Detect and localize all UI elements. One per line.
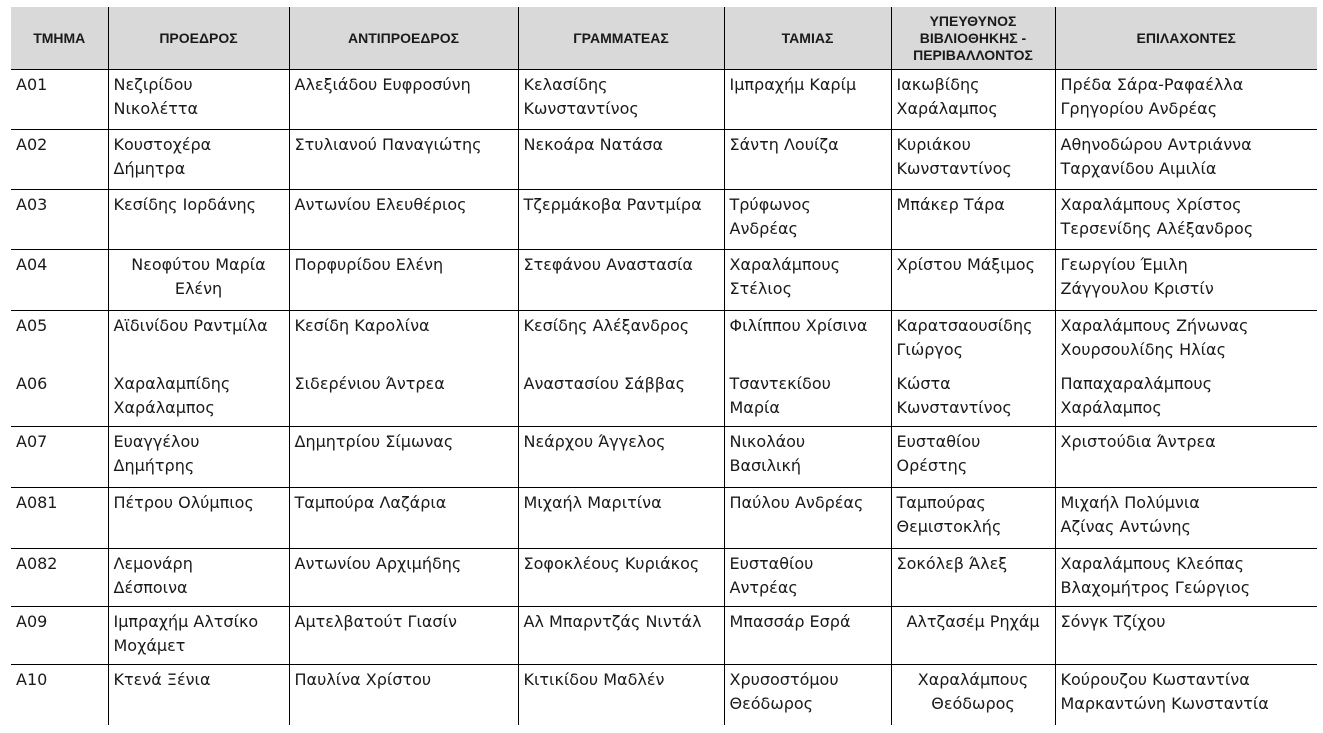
cell-treasurer: Ευσταθίου Αντρέας <box>724 549 891 607</box>
cell-vice-president: Πορφυρίδου Ελένη <box>289 250 518 311</box>
cell-library-environment: Κώστα Κωνσταντίνος <box>891 369 1055 427</box>
cell-vice-president: Αντωνίου Αρχιμήδης <box>289 549 518 607</box>
header-secretary: ΓΡΑΜΜΑΤΕΑΣ <box>518 7 724 70</box>
cell-secretary: Μιχαήλ Μαριτίνα <box>518 488 724 549</box>
cell-secretary: Κεσίδης Αλέξανδρος <box>518 311 724 369</box>
cell-vice-president: Σιδερένιου Άντρεα <box>289 369 518 427</box>
table-row <box>11 607 1317 665</box>
header-row <box>11 7 1317 70</box>
cell-vice-president: Στυλιανού Παναγιώτης <box>289 130 518 190</box>
cell-library-environment: Ευσταθίου Ορέστης <box>891 427 1055 488</box>
cell-treasurer: Χρυσοστόμου Θεόδωρος <box>724 665 891 725</box>
cell-treasurer: Τρύφωνος Ανδρέας <box>724 190 891 250</box>
table-row <box>11 70 1317 130</box>
cell-vice-president: Αμτελβατούτ Γιασίν <box>289 607 518 665</box>
header-president: ΠΡΟΕΔΡΟΣ <box>108 7 289 70</box>
class-council-table <box>11 7 1317 725</box>
cell-secretary: Στεφάνου Αναστασία <box>518 250 724 311</box>
cell-library-environment: Ιακωβίδης Χαράλαμπος <box>891 70 1055 130</box>
cell-class: Α04 <box>11 250 108 311</box>
table-row <box>11 549 1317 607</box>
cell-secretary: Αλ Μπαρντζάς Νιντάλ <box>518 607 724 665</box>
cell-secretary: Τζερμάκοβα Ραντμίρα <box>518 190 724 250</box>
cell-alternates: Πρέδα Σάρα-Ραφαέλλα Γρηγορίου Ανδρέας <box>1055 70 1317 130</box>
cell-class: Α06 <box>11 369 108 427</box>
cell-president: Πέτρου Ολύμπιος <box>108 488 289 549</box>
cell-treasurer: Ιμπραχήμ Καρίμ <box>724 70 891 130</box>
cell-library-environment: Μπάκερ Τάρα <box>891 190 1055 250</box>
cell-alternates: Χριστούδια Άντρεα <box>1055 427 1317 488</box>
cell-vice-president: Αλεξιάδου Ευφροσύνη <box>289 70 518 130</box>
cell-class: Α01 <box>11 70 108 130</box>
cell-library-environment: Σοκόλεβ Άλεξ <box>891 549 1055 607</box>
cell-secretary: Σοφοκλέους Κυριάκος <box>518 549 724 607</box>
table-row <box>11 250 1317 311</box>
cell-class: Α05 <box>16 316 48 335</box>
cell-president: Νεοφύτου Μαρία Ελένη <box>108 250 289 311</box>
cell-president: Ευαγγέλου Δημήτρης <box>108 427 289 488</box>
cell-library-environment: Αλτζασέμ Ρηχάμ <box>891 607 1055 665</box>
cell-class: Α10 <box>16 670 48 689</box>
table-row <box>11 665 1317 725</box>
cell-secretary: Νεκοάρα Νατάσα <box>518 130 724 190</box>
table-row <box>11 190 1317 250</box>
cell-library-environment: Καρατσαουσίδης Γιώργος <box>891 311 1055 369</box>
cell-vice-president: Δημητρίου Σίμωνας <box>289 427 518 488</box>
cell-treasurer: Νικολάου Βασιλική <box>724 427 891 488</box>
cell-class: Α02 <box>11 130 108 190</box>
cell-treasurer: Σάντη Λουίζα <box>724 130 891 190</box>
cell-president: Λεμονάρη Δέσποινα <box>108 549 289 607</box>
header-alternates: ΕΠΙΛΑΧΟΝΤΕΣ <box>1055 7 1317 70</box>
cell-class: Α09 <box>11 607 108 665</box>
cell-class: Α082 <box>11 549 108 607</box>
cell-class: Α081 <box>11 488 108 549</box>
cell-treasurer: Παύλου Ανδρέας <box>724 488 891 549</box>
cell-alternates: Σόνγκ Τζίχου <box>1055 607 1317 665</box>
table-body <box>11 70 1317 725</box>
cell-secretary: Κιτικίδου Μαδλέν <box>518 665 724 725</box>
cell-class: Α03 <box>11 190 108 250</box>
cell-alternates: Χαραλάμπους Χρίστος Τερσενίδης Αλέξανδρος <box>1055 190 1317 250</box>
cell-class: Α07 <box>11 427 108 488</box>
cell-treasurer: Μπασσάρ Εσρά <box>724 607 891 665</box>
cell-library-environment: Χαραλάμπους Θεόδωρος <box>891 665 1055 725</box>
cell-alternates: Κούρουζου Κωσταντίνα Μαρκαντώνη Κωνσταντία <box>1055 665 1317 725</box>
header-vice-president: ΑΝΤΙΠΡΟΕΔΡΟΣ <box>289 7 518 70</box>
table-row <box>11 488 1317 549</box>
table-row <box>11 311 1317 369</box>
cell-vice-president: Παυλίνα Χρίστου <box>289 665 518 725</box>
cell-secretary: Νεάρχου Άγγελος <box>518 427 724 488</box>
cell-library-environment: Χρίστου Μάξιμος <box>891 250 1055 311</box>
cell-president: Κουστοχέρα Δήμητρα <box>108 130 289 190</box>
table-row <box>11 130 1317 190</box>
cell-treasurer: Χαραλάμπους Στέλιος <box>724 250 891 311</box>
cell-vice-president: Κεσίδη Καρολίνα <box>289 311 518 369</box>
cell-president: Αϊδινίδου Ραντμίλα <box>108 311 289 369</box>
cell-president: Ιμπραχήμ Αλτσίκο Μοχάμετ <box>108 607 289 665</box>
cell-library-environment: Ταμπούρας Θεμιστοκλής <box>891 488 1055 549</box>
cell-library-environment: Κυριάκου Κωνσταντίνος <box>891 130 1055 190</box>
header-treasurer: ΤΑΜΙΑΣ <box>724 7 891 70</box>
cell-vice-president: Αντωνίου Ελευθέριος <box>289 190 518 250</box>
table-header <box>11 7 1317 70</box>
header-class: ΤΜΗΜΑ <box>11 7 108 70</box>
cell-alternates: Χαραλάμπους Κλεόπας Βλαχομήτρος Γεώργιος <box>1055 549 1317 607</box>
cell-alternates: Μιχαήλ Πολύμνια Αζίνας Αντώνης <box>1055 488 1317 549</box>
cell-president: Νεζιρίδου Νικολέττα <box>108 70 289 130</box>
cell-vice-president: Ταμπούρα Λαζάρια <box>289 488 518 549</box>
cell-alternates: Γεωργίου Έμιλη Ζάγγουλου Κριστίν <box>1055 250 1317 311</box>
header-library-environment: ΥΠΕΥΘΥΝΟΣ ΒΙΒΛΙΟΘΗΚΗΣ - ΠΕΡΙΒΑΛΛΟΝΤΟΣ <box>891 7 1055 70</box>
cell-secretary: Αναστασίου Σάββας <box>518 369 724 427</box>
cell-president: Χαραλαμπίδης Χαράλαμπος <box>108 369 289 427</box>
cell-alternates: Χαραλάμπους Ζήνωνας Χουρσουλίδης Ηλίας <box>1055 311 1317 369</box>
cell-president: Κεσίδης Ιορδάνης <box>108 190 289 250</box>
cell-treasurer: Τσαντεκίδου Μαρία <box>724 369 891 427</box>
table-row <box>11 427 1317 488</box>
cell-president: Κτενά Ξένια <box>108 665 289 725</box>
table-row <box>11 369 1317 427</box>
cell-secretary: Κελασίδης Κωνσταντίνος <box>518 70 724 130</box>
cell-treasurer: Φιλίππου Χρίσινα <box>724 311 891 369</box>
cell-alternates: Παπαχαραλάμπους Χαράλαμπος <box>1055 369 1317 427</box>
cell-alternates: Αθηνοδώρου Αντριάννα Ταρχανίδου Αιμιλία <box>1055 130 1317 190</box>
